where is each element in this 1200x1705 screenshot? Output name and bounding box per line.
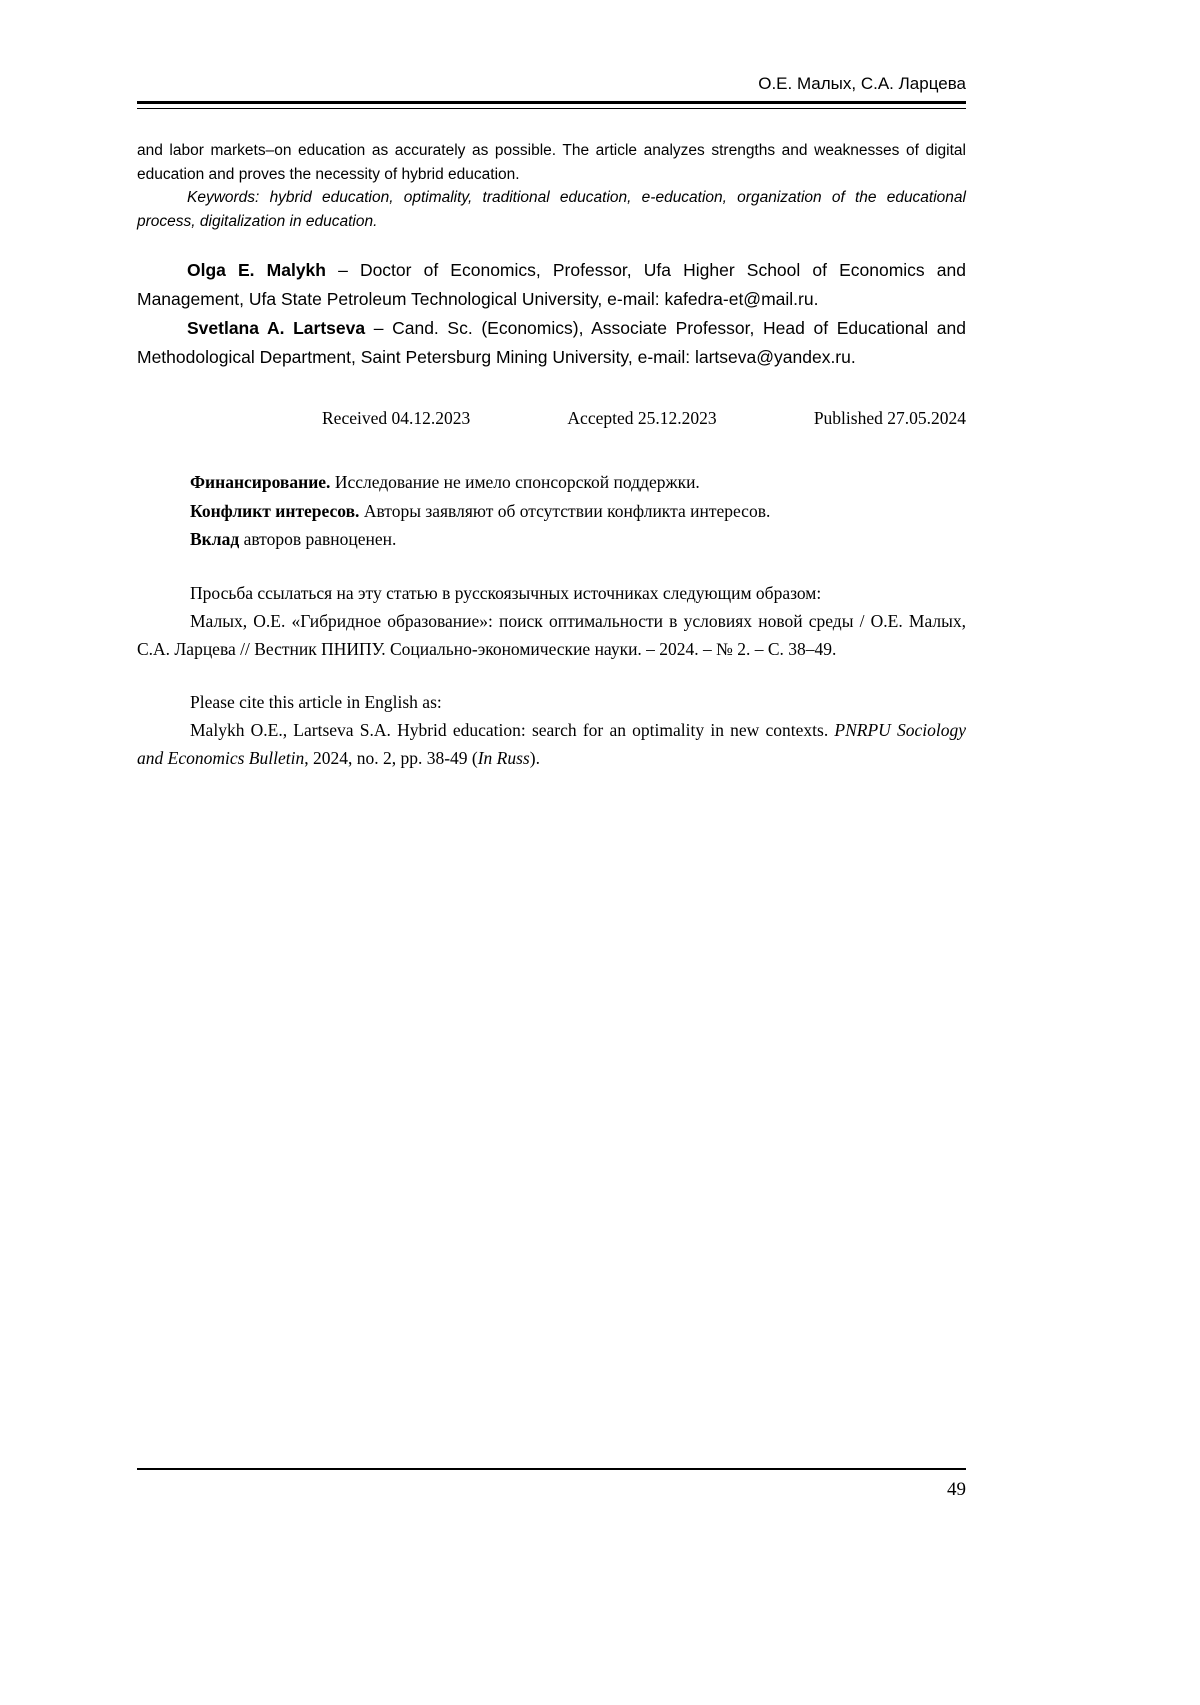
page-number: 49	[947, 1479, 966, 1500]
citation-russian	[137, 579, 966, 663]
note-funding	[137, 468, 966, 497]
citation-english-journal: PNRPU Sociology and Economics Bulletin	[137, 719, 966, 768]
keywords-paragraph	[137, 186, 966, 233]
citation-english-lang: In Russ	[477, 747, 530, 768]
date-received: Received 04.12.2023	[322, 408, 471, 428]
citation-english-text	[137, 716, 966, 772]
article-dates	[322, 406, 966, 430]
citation-russian-intro: Просьба ссылаться на эту статью в русскоязычных источниках следующим образом:	[190, 582, 822, 603]
keywords-text: hybrid education, optimality, traditional education, e-education, organization of the educational process, digitalization in education.	[137, 189, 966, 230]
note-contribution-text: авторов равноценен.	[239, 529, 397, 549]
running-head	[137, 74, 966, 94]
author-bio-2	[137, 314, 966, 372]
citation-english-part1: Malykh O.E., Lartseva S.A. Hybrid education: search for an optimality in new contexts.	[190, 719, 835, 740]
author-bio-1	[137, 256, 966, 314]
date-accepted: Accepted 25.12.2023	[567, 408, 717, 428]
citation-english-part3: ).	[529, 747, 540, 768]
running-head-authors: О.Е. Малых, С.А. Ларцева	[758, 74, 966, 93]
note-contribution	[137, 525, 966, 554]
author-2-details: – Cand. Sc. (Economics), Associate Professor, Head of Educational and Methodological Department, Saint Petersburg Mining University, e-mail: lartseva@yandex.ru.	[137, 318, 966, 367]
authors-block	[137, 256, 966, 372]
note-conflict	[137, 497, 966, 526]
header-rule-thick	[137, 101, 966, 104]
author-1-name: Olga E. Malykh	[187, 260, 326, 280]
citation-russian-text: Малых, О.Е. «Гибридное образование»: поиск оптимальности в условиях новой среды / О.Е. Малых, С.А. Ларцева // Вестник ПНИПУ. Социально-экономические науки. – 2024. – № 2. – С. 38–49.	[137, 610, 966, 659]
note-funding-label: Финансирование.	[190, 472, 331, 492]
citation-english-intro: Please cite this article in English as:	[190, 691, 442, 712]
footer-rule	[137, 1468, 966, 1470]
keywords-label: Keywords:	[187, 189, 270, 206]
page-content	[137, 0, 966, 772]
note-contribution-label: Вклад	[190, 529, 240, 549]
citation-english	[137, 688, 966, 772]
note-conflict-text: Авторы заявляют об отсутствии конфликта интересов.	[359, 500, 771, 521]
note-funding-text: Исследование не имело спонсорской поддержки.	[330, 472, 700, 492]
author-2-name: Svetlana A. Lartseva	[187, 318, 366, 338]
date-published: Published 27.05.2024	[813, 408, 966, 428]
header-rule-thin	[137, 108, 966, 109]
citation-english-part2: , 2024, no. 2, pp. 38-49 (	[304, 747, 478, 768]
author-1-details: – Doctor of Economics, Professor, Ufa Higher School of Economics and Management, Ufa State Petroleum Technological University, e-mail: kafedra-et@mail.ru.	[137, 260, 966, 309]
abstract-continuation: and labor markets–on education as accurately as possible. The article analyzes strengths and weaknesses of digital education and proves the necessity of hybrid education.	[137, 142, 966, 183]
notes-block	[137, 468, 966, 554]
note-conflict-label: Конфликт интересов.	[190, 500, 360, 521]
